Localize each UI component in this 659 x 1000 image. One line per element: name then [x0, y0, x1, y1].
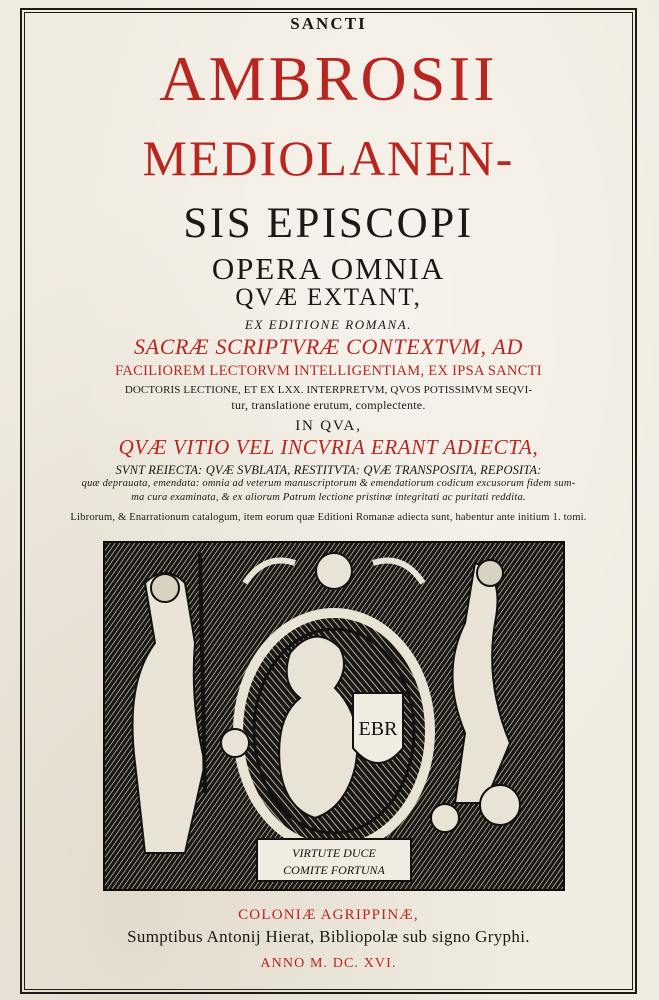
imprint-city: COLONIÆ AGRIPPINÆ, — [238, 907, 419, 923]
subtitle-in-qua: IN QVA, — [295, 418, 362, 434]
subtitle-sunt-reiecta: SVNT REIECTA: QVÆ SVBLATA, RESTITVTA: QVÆ TRANSPOSITA, REPOSITA: — [115, 463, 542, 477]
subtitle-sacrae-scripturae: SACRÆ SCRIPTVRÆ CONTEXTVM, AD — [133, 334, 524, 359]
heading-sis-episcopi: SIS EPISCOPI — [183, 200, 474, 247]
subtitle-ex-editione: EX EDITIONE ROMANA. — [244, 317, 413, 332]
heading-quae-extant: QVÆ EXTANT, — [235, 284, 422, 311]
imprint-publisher: Sumptibus Antonij Hierat, Bibliopolæ sub signo Gryphi. — [127, 927, 530, 946]
subtitle-faciliorem: FACILIOREM LECTORVM INTELLIGENTIAM, EX IPSA SANCTI — [115, 363, 542, 379]
subtitle-doctoris-lectione: DOCTORIS LECTIONE, ET EX LXX. INTERPRETVM, QVOS POTISSIMVM SEQVI- — [124, 384, 533, 396]
subtitle-quae-vitio: QVÆ VITIO VEL INCVRIA ERANT ADIECTA, — [118, 435, 539, 459]
subtitle-ma-cura: ma cura examinata, & ex aliorum Patrum lectione pristinæ integritati ac puritati reddita. — [131, 492, 526, 503]
subtitle-quae-depravata: quæ deprauata, emendata: omnia ad veterum manuscriptorum & emendatiorum codicum excusorum fidem sum- — [81, 478, 576, 489]
heading-sancti: SANCTI — [290, 14, 367, 33]
imprint-year: ANNO M. DC. XVI. — [260, 956, 397, 971]
woodcut-illustration — [105, 543, 563, 889]
monogram-text: EBR — [358, 718, 398, 740]
motto-line-1: VIRTUTE DUCE — [292, 846, 376, 860]
heading-ambrosii: AMBROSII — [159, 44, 498, 114]
motto-line-2: COMITE FORTUNA — [283, 863, 385, 877]
heading-opera-omnia: OPERA OMNIA — [211, 251, 446, 286]
heading-mediolanen: MEDIOLANEN- — [142, 130, 515, 186]
subtitle-translatione: tur, translatione erutum, complectente. — [231, 398, 426, 412]
printers-device-woodcut — [103, 541, 565, 891]
catalogue-note: Librorum, & Enarrationum catalogum, item eorum quæ Editioni Romanæ adiecta sunt, habentur ante initium 1. tomi. — [70, 512, 587, 523]
